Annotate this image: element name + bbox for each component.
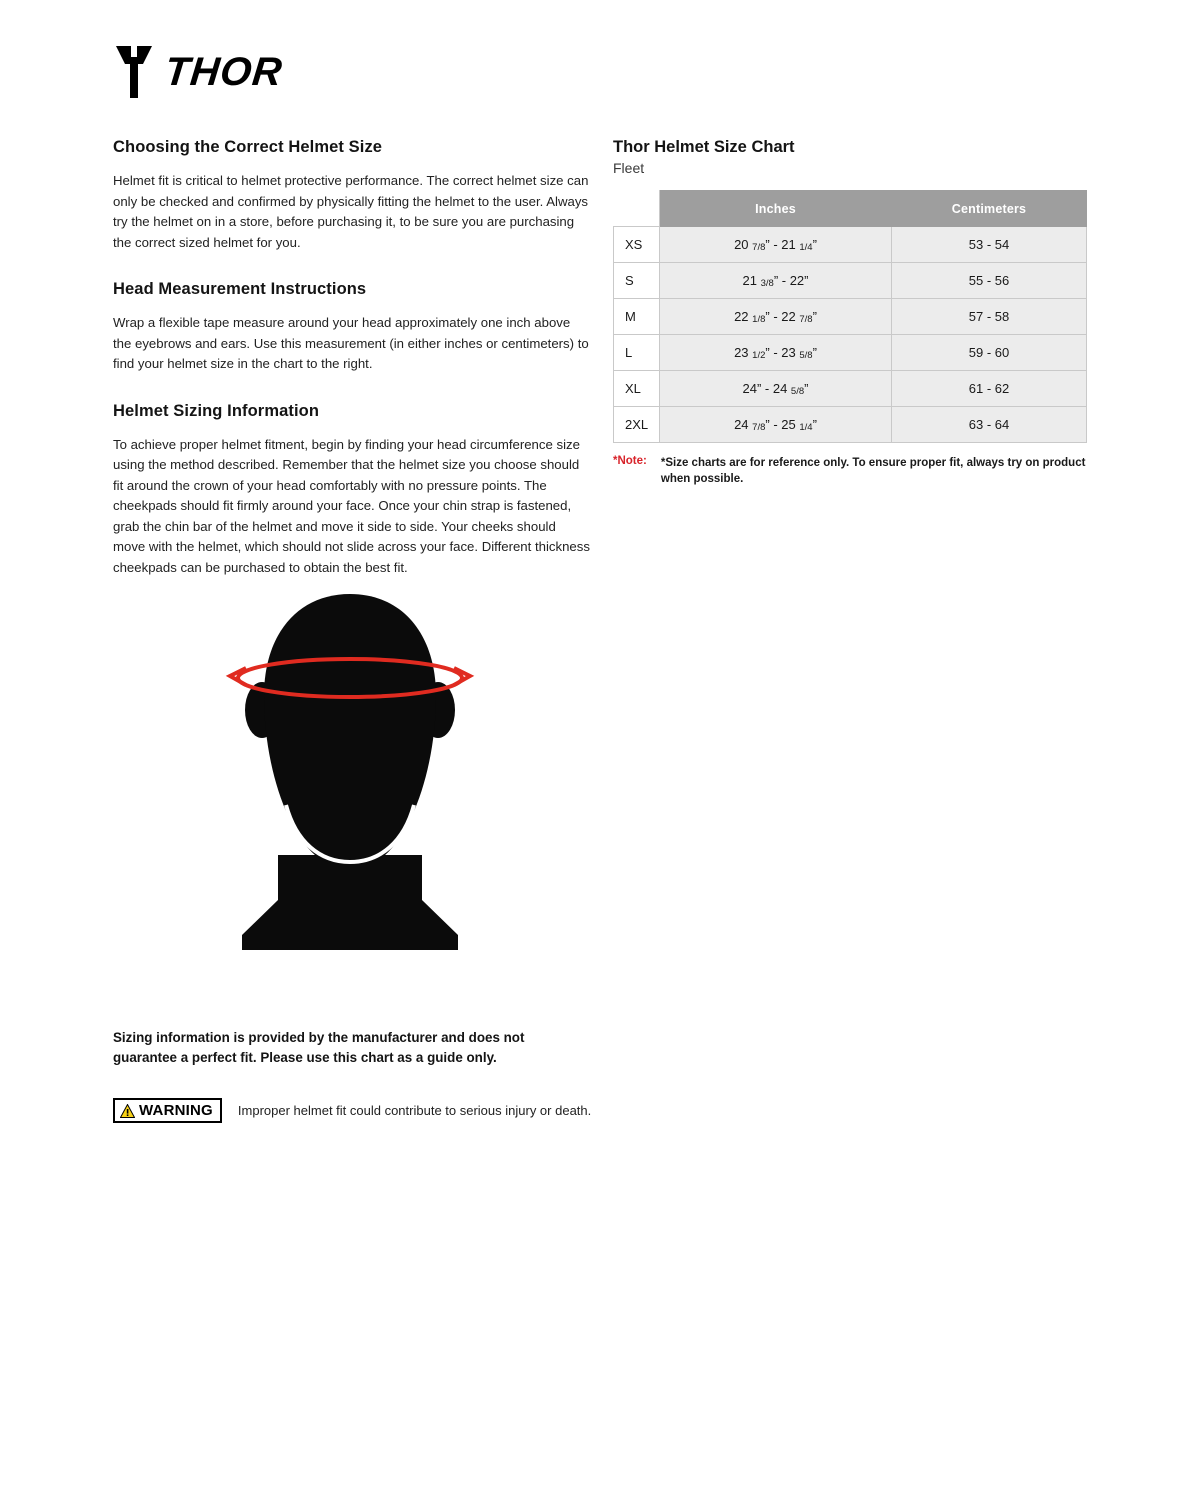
header-inches: Inches bbox=[660, 191, 892, 227]
heading-sizing-information: Helmet Sizing Information bbox=[113, 401, 320, 420]
cell-centimeters: 57 - 58 bbox=[892, 299, 1087, 335]
cell-inches: 22 $_{1/8}$” - 22 $_{7/8}$” bbox=[660, 299, 892, 335]
size-chart-section bbox=[613, 138, 1086, 443]
note-text: *Size charts are for reference only. To ensure proper fit, always try on product when possible. bbox=[660, 457, 1086, 485]
cell-centimeters: 53 - 54 bbox=[892, 227, 1087, 263]
table-header-row bbox=[614, 191, 1087, 227]
table-row bbox=[614, 263, 1087, 299]
warning-badge bbox=[113, 1098, 222, 1123]
reference-note bbox=[613, 455, 1086, 487]
header-blank bbox=[614, 191, 660, 227]
paragraph-sizing-information: To achieve proper helmet fitment, begin by finding your head circumference size using the method described. Remember that the helmet size you choose should fit around the crown of your head comfortably with no pressure points. The cheekpads should fit firmly around your face. Once your chin strap is fastened, grab the chin bar of the helmet and move it side to side. Your cheeks should move with the helmet, which should not slide across your face. Different thickness cheekpads can be purchased to obtain the best fit. bbox=[113, 436, 590, 575]
cell-size: XL bbox=[614, 371, 660, 407]
cell-inches: 24 $_{7/8}$” - 25 $_{1/4}$” bbox=[660, 407, 892, 443]
cell-centimeters: 55 - 56 bbox=[892, 263, 1087, 299]
size-chart-subtitle: Fleet bbox=[613, 160, 645, 176]
table-row bbox=[614, 227, 1087, 263]
warning-row bbox=[113, 1098, 591, 1123]
cell-inches: 23 $_{1/2}$” - 23 $_{5/8}$” bbox=[660, 335, 892, 371]
paragraph-choosing-size: Helmet fit is critical to helmet protective performance. The correct helmet size can only be checked and confirmed by physically fitting the helmet to the user. Always try the helmet on in a store, before purchasing it, to be sure you are purchasing the correct sized helmet for you. bbox=[113, 173, 589, 250]
thor-hammer-icon bbox=[113, 44, 155, 100]
table-row bbox=[614, 371, 1087, 407]
cell-centimeters: 63 - 64 bbox=[892, 407, 1087, 443]
table-row bbox=[614, 299, 1087, 335]
size-chart-table bbox=[613, 190, 1087, 443]
heading-choosing-size: Choosing the Correct Helmet Size bbox=[113, 138, 383, 156]
table-row bbox=[614, 335, 1087, 371]
brand-logo bbox=[113, 44, 285, 100]
table-row bbox=[614, 407, 1087, 443]
cell-size: M bbox=[614, 299, 660, 335]
left-content-column bbox=[113, 138, 591, 578]
cell-inches: 20 $_{7/8}$” - 21 $_{1/4}$” bbox=[660, 227, 892, 263]
paragraph-head-measurement: Wrap a flexible tape measure around your head approximately one inch above the eyebrows and ears. Use this measurement (in either inches or centimeters) to find your helmet size in the chart to the right. bbox=[113, 315, 589, 371]
size-chart-title: Thor Helmet Size Chart bbox=[613, 138, 795, 156]
warning-triangle-icon bbox=[120, 1104, 135, 1118]
warning-label: WARNING bbox=[139, 1102, 213, 1119]
note-label: *Note: bbox=[613, 455, 647, 467]
cell-inches: 24” - 24 $_{5/8}$” bbox=[660, 371, 892, 407]
cell-size: XS bbox=[614, 227, 660, 263]
cell-centimeters: 59 - 60 bbox=[892, 335, 1087, 371]
brand-name: THOR bbox=[162, 50, 285, 94]
heading-head-measurement: Head Measurement Instructions bbox=[113, 280, 367, 298]
warning-message: Improper helmet fit could contribute to serious injury or death. bbox=[237, 1103, 592, 1118]
cell-size: 2XL bbox=[614, 407, 660, 443]
header-centimeters: Centimeters bbox=[892, 191, 1087, 227]
manufacturer-disclaimer: Sizing information is provided by the manufacturer and does not guarantee a perfect fit. Please use this chart as a guide only. bbox=[113, 1030, 525, 1065]
cell-size: L bbox=[614, 335, 660, 371]
cell-inches: 21 $_{3/8}$” - 22” bbox=[660, 263, 892, 299]
cell-size: S bbox=[614, 263, 660, 299]
head-measurement-diagram-icon bbox=[200, 590, 500, 950]
cell-centimeters: 61 - 62 bbox=[892, 371, 1087, 407]
